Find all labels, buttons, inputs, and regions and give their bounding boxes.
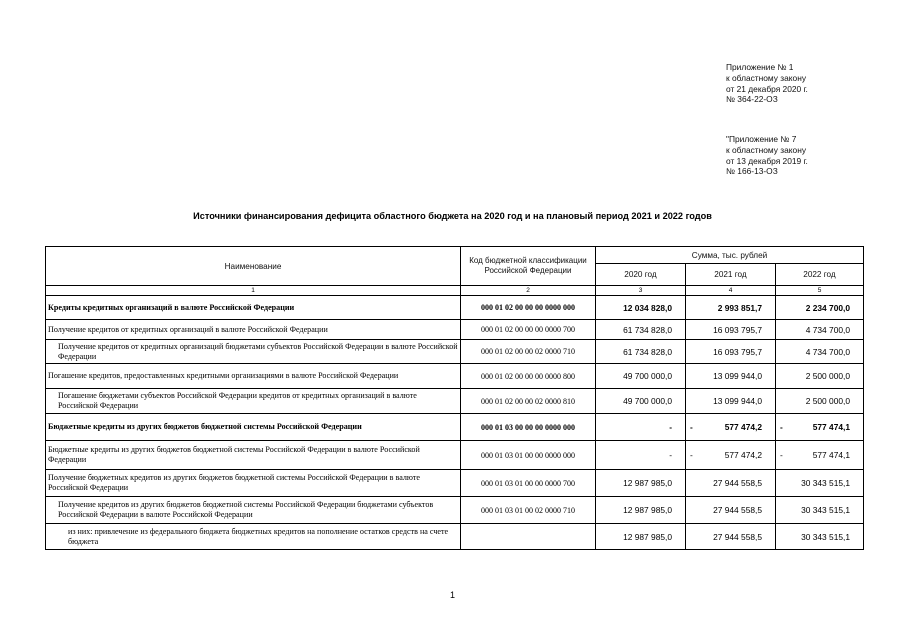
table-row — [46, 340, 864, 364]
appendix-line: "Приложение № 7 — [726, 134, 797, 144]
table-row — [46, 470, 864, 497]
row-value-2022: 4 734 700,0 — [776, 340, 864, 364]
row-value-2021: 13 099 944,0 — [686, 364, 776, 389]
row-value-2021: 2 993 851,7 — [686, 296, 776, 320]
row-value-2021: 27 944 558,5 — [686, 497, 776, 524]
column-index-row — [46, 286, 864, 296]
table-row — [46, 389, 864, 414]
column-index: 2 — [461, 286, 596, 296]
header-year-2022: 2022 год — [776, 264, 864, 286]
table-row — [46, 441, 864, 470]
row-code: 000 01 03 01 00 00 0000 000 — [461, 441, 596, 470]
row-value-2021: 16 093 795,7 — [686, 320, 776, 340]
appendix-line: от 13 декабря 2019 г. — [726, 155, 808, 166]
row-name: Получение кредитов от кредитных организаций в валюте Российской Федерации — [46, 320, 461, 340]
table-row — [46, 320, 864, 340]
row-value-2020: - — [596, 441, 686, 470]
row-name: Бюджетные кредиты из других бюджетов бюджетной системы Российской Федерации — [46, 414, 461, 441]
financing-sources-table — [45, 246, 864, 550]
row-value-2021: 577 474,2 — [724, 422, 762, 432]
row-value-2022-cell — [776, 414, 864, 441]
document-title: Источники финансирования дефицита областного бюджета на 2020 год и на плановый период 2021 и 2022 годов — [193, 211, 712, 221]
row-value-2021: 27 944 558,5 — [686, 524, 776, 550]
appendix-line: к областному закону — [726, 72, 807, 83]
row-code: 000 01 02 00 00 02 0000 810 — [461, 389, 596, 414]
row-name: Погашение кредитов, предоставленных кредитными организациями в валюте Российской Федерации — [46, 364, 461, 389]
page-number: 1 — [449, 590, 455, 600]
row-name: Получение кредитов от кредитных организаций бюджетами субъектов Российской Федерации в валюте Российской Федерации — [46, 340, 461, 364]
table-row — [46, 364, 864, 389]
row-code: 000 01 03 01 00 02 0000 710 — [461, 497, 596, 524]
row-value-2022: 30 343 515,1 — [776, 497, 864, 524]
header-name: Наименование — [46, 247, 461, 286]
row-value-2020: - — [596, 414, 686, 441]
table-row — [46, 497, 864, 524]
appendix-original — [726, 134, 808, 177]
table-row — [46, 414, 864, 441]
column-index: 1 — [46, 286, 461, 296]
header-code: Код бюджетной классификации Российской Федерации — [461, 247, 596, 286]
header-sum: Сумма, тыс. рублей — [596, 247, 864, 264]
header-year-2020: 2020 год — [596, 264, 686, 286]
row-value-2021: 13 099 944,0 — [686, 389, 776, 414]
column-index: 3 — [596, 286, 686, 296]
dash-mark: - — [780, 422, 783, 432]
row-value-2022: 577 474,1 — [812, 422, 850, 432]
row-value-2022: 30 343 515,1 — [776, 470, 864, 497]
column-index: 5 — [776, 286, 864, 296]
row-value-2020: 12 034 828,0 — [596, 296, 686, 320]
row-value-2022: 2 234 700,0 — [776, 296, 864, 320]
row-value-2022: 2 500 000,0 — [776, 364, 864, 389]
appendix-line: Приложение № 1 — [726, 62, 794, 72]
appendix-line: № 166-13-ОЗ — [726, 166, 778, 177]
row-value-2020: 61 734 828,0 — [596, 320, 686, 340]
row-code: 000 01 03 00 00 00 0000 000 — [461, 414, 596, 441]
row-value-2022: 2 500 000,0 — [776, 389, 864, 414]
dash-mark: - — [780, 450, 783, 460]
dash-mark: - — [690, 450, 693, 460]
row-code — [461, 524, 596, 550]
row-code: 000 01 02 00 00 00 0000 700 — [461, 320, 596, 340]
table-row — [46, 296, 864, 320]
row-value-2020: 49 700 000,0 — [596, 389, 686, 414]
dash-mark: - — [690, 422, 693, 432]
row-value-2021: 16 093 795,7 — [686, 340, 776, 364]
row-code: 000 01 03 01 00 00 0000 700 — [461, 470, 596, 497]
table-row — [46, 524, 864, 550]
row-value-2020: 12 987 985,0 — [596, 497, 686, 524]
appendix-line: к областному закону — [726, 144, 807, 155]
row-value-2022-cell — [776, 441, 864, 470]
row-code: 000 01 02 00 00 02 0000 710 — [461, 340, 596, 364]
header-year-2021: 2021 год — [686, 264, 776, 286]
row-name: Погашение бюджетами субъектов Российской Федерации кредитов от кредитных организаций в валюте Российской Федерации — [46, 389, 461, 414]
row-name: Получение бюджетных кредитов из других бюджетов бюджетной системы Российской Федерации в валюте Российской Федерации — [46, 470, 461, 497]
appendix-line: от 21 декабря 2020 г. — [726, 83, 808, 94]
row-value-2021: 577 474,2 — [724, 450, 762, 460]
row-value-2022: 30 343 515,1 — [776, 524, 864, 550]
row-name: Бюджетные кредиты из других бюджетов бюджетной системы Российской Федерации в валюте Российской Федерации — [46, 441, 461, 470]
row-value-2020: 49 700 000,0 — [596, 364, 686, 389]
row-code: 000 01 02 00 00 00 0000 000 — [461, 296, 596, 320]
appendix-current — [726, 62, 808, 105]
row-name: Кредиты кредитных организаций в валюте Российской Федерации — [46, 296, 461, 320]
row-value-2020: 12 987 985,0 — [596, 524, 686, 550]
row-value-2021-cell — [686, 414, 776, 441]
row-code: 000 01 02 00 00 00 0000 800 — [461, 364, 596, 389]
row-value-2021: 27 944 558,5 — [686, 470, 776, 497]
row-name: из них: привлечение из федерального бюджета бюджетных кредитов на пополнение остатков средств на счете бюджета — [46, 524, 461, 550]
row-value-2020: 61 734 828,0 — [596, 340, 686, 364]
row-value-2022: 577 474,1 — [812, 450, 850, 460]
column-index: 4 — [686, 286, 776, 296]
row-value-2022: 4 734 700,0 — [776, 320, 864, 340]
row-value-2020: 12 987 985,0 — [596, 470, 686, 497]
appendix-line: № 364-22-ОЗ — [726, 94, 778, 105]
row-name: Получение кредитов из других бюджетов бюджетной системы Российской Федерации бюджетами субъектов Российской Федерации в валюте Российской Федерации — [46, 497, 461, 524]
row-value-2021-cell — [686, 441, 776, 470]
